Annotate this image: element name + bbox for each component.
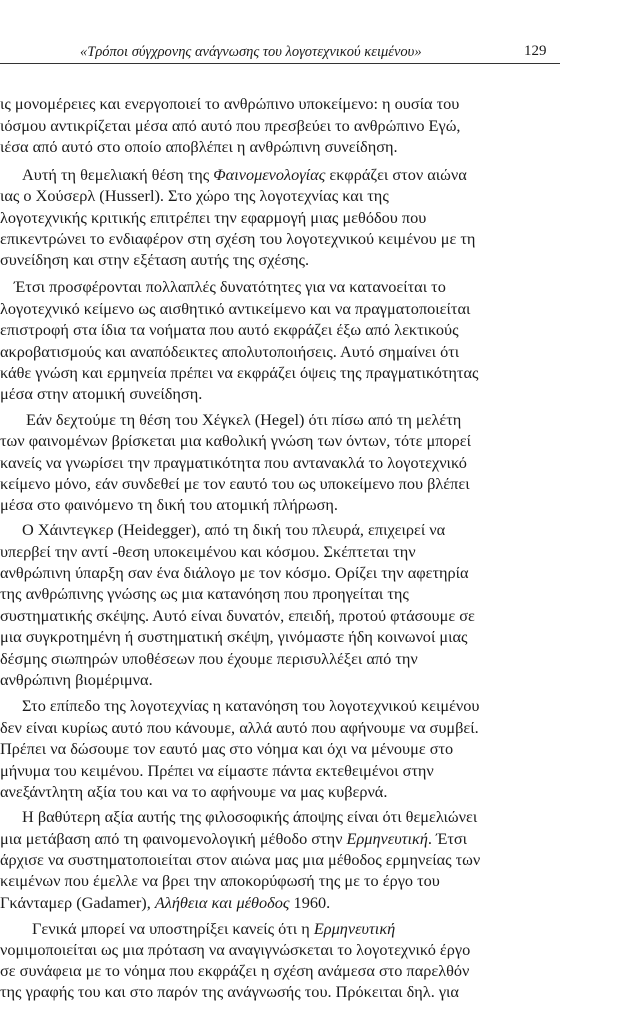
text-run: Έτσι προσφέρονται πολλαπλές δυνατότητες για να κατανοείται το	[14, 277, 446, 296]
text-run: κάθε γνώση και ερμηνεία πρέπει να εκφράζει όψεις της πραγματικότητας	[0, 363, 479, 382]
text-run: άρχισε να συστηματοποιείται στον αιώνα μας μια μέθοδος ερμηνείας των	[0, 850, 481, 869]
text-line	[0, 670, 153, 690]
text-line	[0, 606, 475, 626]
text-line	[0, 563, 469, 583]
text-run: μέσα στην ατομική συνείδηση.	[0, 384, 203, 403]
text-run: ανθρώπινη ύπαρξη σαν ένα διάλογο με τον κόσμο. Ορίζει την αφετηρία	[0, 563, 469, 582]
text-line	[0, 761, 434, 781]
text-run: κειμένων που έμελλε να βρει την αποκορύφωσή της με το έργο του	[0, 871, 440, 890]
text-line	[22, 165, 467, 185]
text-line	[0, 649, 418, 669]
text-line	[0, 584, 409, 604]
text-run: της ανθρώπινης γνώσης ως μια κατανόηση που προηγείται της	[0, 584, 409, 603]
text-run: συνείδηση και στην εξέταση αυτής της σχέσης.	[0, 250, 310, 269]
text-line	[0, 982, 459, 1002]
text-run: μια συγκροτημένη ή συστηματική σκέψη, γινόμαστε ήδη κοινωνοί μιας	[0, 627, 468, 646]
text-line	[14, 277, 446, 297]
text-run: Πρέπει να δώσουμε τον εαυτό μας στο νόημα και όχι να μένουμε στο	[0, 739, 454, 758]
text-run: ιέσα από αυτό στο οποίο αποβλέπει η ανθρώπινη συνείδηση.	[0, 137, 398, 156]
text-line	[0, 453, 467, 473]
text-run: Στο επίπεδο της λογοτεχνίας η κατανόηση του λογοτεχνικού κειμένου	[22, 696, 480, 715]
text-run: μήνυμα του κειμένου. Πρέπει να είμαστε πάντα εκτεθειμένοι στην	[0, 761, 434, 780]
text-run: μια μετάβαση από τη φαινομενολογική μέθοδο στην	[0, 829, 347, 848]
text-run: Η βαθύτερη αξία αυτής της φιλοσοφικής άποψης είναι ότι θεμελιώνει	[22, 807, 478, 826]
text-run: επιστροφή στα ίδια τα νοήματα που αυτό εκφράζει έξω από λεκτικούς	[0, 320, 459, 339]
text-run: εκφράζει στον αιώνα	[325, 165, 467, 184]
text-line	[0, 542, 416, 562]
text-run: κείμενο μόνο, εάν συνδεθεί με τον εαυτό του ως υποκείμενο που βλέπει	[0, 474, 470, 493]
italic-term: Ερμηνευτική	[313, 919, 396, 938]
text-run: Αυτή τη θεμελιακή θέση της	[22, 165, 214, 184]
text-run: των φαινομένων βρίσκεται μια καθολική γνώση των όντων, τότε μπορεί	[0, 431, 471, 450]
running-header-title: «Τρόποι σύγχρονης ανάγνωσης του λογοτεχνικού κειμένου»	[80, 44, 422, 60]
text-line	[0, 320, 459, 340]
text-line	[0, 431, 471, 451]
text-run: επικεντρώνει το ενδιαφέρον στη σχέση του λογοτεχνικού κειμένου με τη	[0, 229, 476, 248]
text-run: κανείς να γνωρίσει την πραγματικότητα που αντανακλά το λογοτεχνικό	[0, 453, 467, 472]
text-line	[26, 410, 461, 430]
text-line	[0, 94, 459, 114]
text-line	[0, 342, 459, 362]
text-run: Γκάνταμερ (Gadamer),	[0, 893, 155, 912]
text-line	[0, 384, 202, 404]
text-line	[22, 520, 445, 540]
text-run: υπερβεί την αντί -θεση υποκειμένου και κόσμου. Σκέπτεται την	[0, 542, 416, 561]
text-line	[0, 186, 389, 206]
text-run: ις μονομέρειες και ενεργοποιεί το ανθρώπινο υποκείμενο: η ουσία του	[0, 94, 460, 113]
text-run: ακροβατισμούς και αναπόδεικτες απολυτοποιήσεις. Αυτό σημαίνει ότι	[0, 342, 460, 361]
text-run: της γραφής του και στο παρόν της ανάγνωσής του. Πρόκειται δηλ. για	[0, 982, 459, 1001]
text-line	[0, 961, 469, 981]
text-line	[0, 940, 470, 960]
text-line	[22, 696, 479, 716]
text-line	[0, 782, 387, 802]
text-run: συστηματικής σκέψης. Αυτό είναι δυνατόν, επειδή, προτού φτάσουμε σε	[0, 606, 475, 625]
text-run: Γενικά μπορεί να υποστηρίξει κανείς ότι η	[32, 919, 314, 938]
text-line	[0, 299, 470, 319]
text-line	[32, 919, 395, 939]
text-line	[0, 208, 426, 228]
text-run: δέσμης σιωπηρών υποθέσεων που έχουμε περισυλλέξει από την	[0, 649, 418, 668]
text-run: 1960.	[289, 893, 331, 912]
text-run: σε συνάφεια με το νόημα που εκφράζει η σχέση ανάμεσα στο παρελθόν	[0, 961, 470, 980]
text-run: νομιμοποιείται ως μια πρόταση να αναγιγνώσκεται το λογοτεχνικό έργο	[0, 940, 471, 959]
text-run: ιας ο Χούσερλ (Husserl). Στο χώρο της λογοτεχνίας και της	[0, 186, 389, 205]
italic-term: Ερμηνευτική	[346, 829, 428, 848]
text-line	[0, 850, 480, 870]
text-line	[0, 718, 479, 738]
text-line	[0, 893, 330, 913]
page-number: 129	[524, 43, 547, 59]
header-divider	[0, 63, 560, 64]
text-run: ιόσμου αντικρίζεται μέσα από αυτό που πρεσβεύει το ανθρώπινο Εγώ,	[0, 116, 461, 135]
text-run: ανεξάντλητη αξία του και να το αφήνουμε να μας κυβερνά.	[0, 782, 388, 801]
text-line	[0, 495, 338, 515]
text-line	[0, 627, 468, 647]
italic-term: Αλήθεια και μέθοδος	[154, 893, 290, 912]
text-line	[0, 229, 475, 249]
text-run: Εάν δεχτούμε τη θέση του Χέγκελ (Hegel) ότι πίσω από τη μελέτη	[26, 410, 462, 429]
text-run: μέσα στο φαινόμενο τη δική του ατομική πλήρωση.	[0, 495, 339, 514]
text-line	[0, 363, 478, 383]
text-run: λογοτεχνικό κείμενο ως αισθητικό αντικείμενο και να πραγματοποιείται	[0, 299, 471, 318]
text-line	[0, 739, 453, 759]
text-line	[22, 807, 477, 827]
text-run: Ο Χάιντεγκερ (Heidegger), από τη δική του πλευρά, επιχειρεί να	[22, 520, 446, 539]
text-line	[0, 871, 440, 891]
text-line	[0, 116, 460, 136]
text-run: λογοτεχνικής κριτικής επιτρέπει την εφαρμογή μιας μεθόδου που	[0, 208, 427, 227]
italic-term: Φαινομενολογίας	[213, 165, 326, 184]
text-line	[0, 137, 398, 157]
text-run: . Έτσι	[427, 829, 468, 848]
text-line	[0, 829, 467, 849]
text-line	[0, 474, 470, 494]
text-run: ανθρώπινη βιομέριμνα.	[0, 670, 153, 689]
text-run: δεν είναι κυρίως αυτό που κάνουμε, αλλά αυτό που αφήνουμε να συμβεί.	[0, 718, 479, 737]
text-line	[0, 250, 309, 270]
